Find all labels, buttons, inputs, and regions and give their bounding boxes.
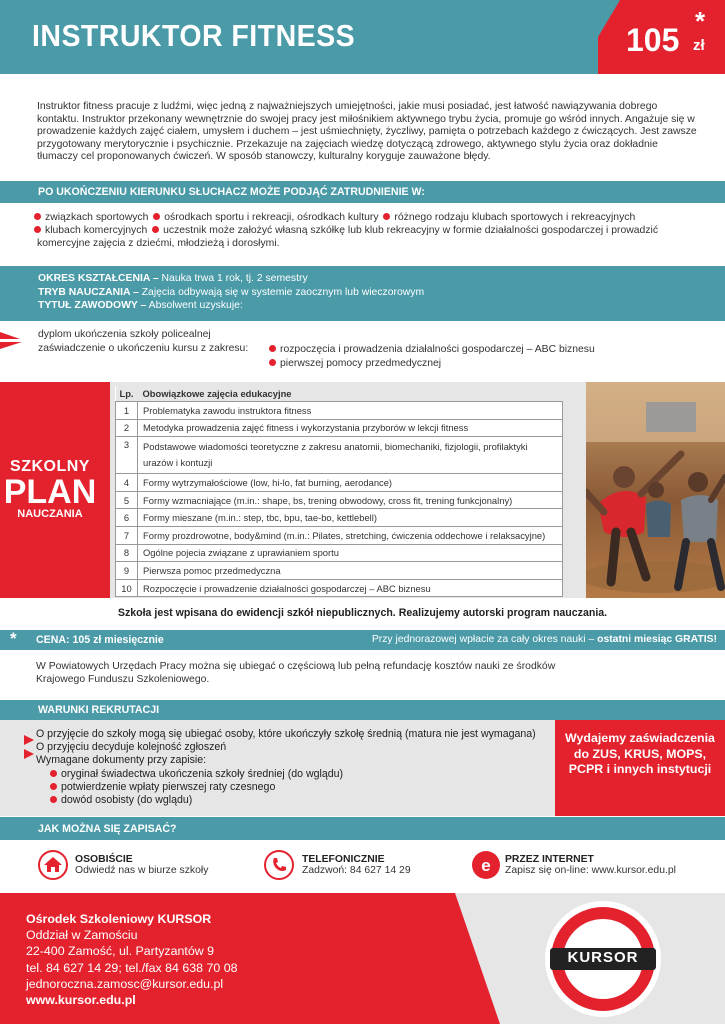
signup-in-person (75, 854, 208, 878)
signup-method-title: PRZEZ INTERNET (505, 854, 594, 865)
signup-method-text: Zadzwoń: 84 627 14 29 (302, 865, 411, 876)
signup-heading: JAK MOŻNA SIĘ ZAPISAĆ? (0, 817, 725, 840)
house-icon (38, 850, 68, 880)
footer-address: 22-400 Zamość, ul. Partyzantów 9 (26, 944, 215, 959)
price-currency: zł (693, 37, 705, 54)
phone-icon (264, 850, 294, 880)
plan-label (0, 458, 100, 520)
info-lines (38, 272, 424, 313)
row-number: 3 (116, 437, 138, 474)
row-number: 2 (116, 419, 138, 437)
fitness-photo (586, 382, 725, 598)
price-bar-asterisk: * (10, 629, 17, 648)
internet-e-icon (471, 850, 501, 880)
row-subject: Formy wzmacniające (m.in.: shape, bs, trening obwodowy, cross fit, trening funkcjonalny) (138, 491, 563, 509)
table-row (116, 474, 563, 492)
signup-method-title: OSOBIŚCIE (75, 854, 133, 865)
row-number: 9 (116, 562, 138, 580)
row-subject: Pierwsza pomoc przedmedyczna (138, 562, 563, 580)
docs-scopes (267, 343, 595, 370)
footer-contact (26, 911, 238, 1008)
row-subject: Problematyka zawodu instruktora fitness (138, 402, 563, 420)
plan-label-line: PLAN (3, 473, 97, 511)
info-label: TYTUŁ ZAWODOWY – (38, 300, 147, 311)
plan-label-line: SZKOLNY (10, 458, 90, 475)
table-row (116, 437, 563, 474)
scope-item: pierwszej pomocy przedmedycznej (280, 357, 442, 369)
signup-method-text: Odwiedź nas w biurze szkoły (75, 865, 209, 876)
row-subject: Rozpoczęcie i prowadzenie działalności gospodarczej – ABC biznesu (138, 579, 563, 597)
row-subject: Metodyka prowadzenia zajęć fitness i wykorzystania przyborów w lekcji fitness (138, 419, 563, 437)
intro-text: Instruktor fitness pracuje z ludźmi, więc jedną z najważniejszych umiejętności, jakie musi posiadać, jest łatwość nawiązywania dobrego kontaktu. Instruktor przekonany wewnętrznie do swojej pracy jest miłośnikiem aktywnego trybu życia, promuje go wśród innych. Angażuje się w prowadzenie każdych zajęć ciałem, umysłem i duchem – jest uśmiechnięty, życzliwy, pamięta o potrzebach każdego z ćwiczących. Jest zawsze przygotowany merytorycznie i psychicznie. Przekazuje na zajęciach wiedzę dotyczącą zdrowego, aktywnego stylu życia oraz dokładnie tłumaczy cel proponowanych ćwiczeń. W sposób stanowczy, kulturalny koryguje zauważone błędy. (37, 101, 697, 163)
recruit-item: Wymagane dokumenty przy zapisie: (36, 754, 207, 767)
document-item: potwierdzenie wpłaty pierwszej raty czesnego (61, 780, 276, 793)
info-value: Absolwent uzyskuje: (146, 300, 243, 311)
signup-method-title: TELEFONICZNIE (302, 854, 385, 865)
certificates-badge: Wydajemy zaświadczenia do ZUS, KRUS, MOPS, PCPR i innych instytucji (565, 731, 715, 777)
document-item: dowód osobisty (do wglądu) (61, 794, 193, 807)
signup-phone (302, 854, 411, 878)
plan-label-line: NAUCZANIA (17, 508, 83, 520)
info-value: Nauka trwa 1 rok, tj. 2 semestry (158, 273, 308, 284)
employment-list (32, 211, 702, 251)
row-number: 1 (116, 402, 138, 420)
row-subject: Ogólne pojecia związane z uprawianiem sportu (138, 544, 563, 562)
price-asterisk: * (695, 6, 706, 36)
recruit-arrows-icon (0, 725, 40, 785)
price-promo (372, 634, 717, 645)
table-row (116, 419, 563, 437)
price-monthly: CENA: 105 zł miesięcznie (36, 634, 164, 646)
plan-table (115, 386, 563, 597)
employment-item: komercyjne zajęcia z dziećmi, młodzieżą i dorosłymi. (37, 238, 280, 250)
employment-item: uczestnik może założyć własną szkółkę lub klub rekreacyjny w formie działalności gospodarczej i prowadzić (163, 225, 659, 237)
row-number: 5 (116, 491, 138, 509)
page-title: INSTRUKTOR FITNESS (32, 18, 356, 53)
chevrons-icon (0, 330, 26, 356)
row-subject: Podstawowe wiadomości teoretyczne z zakresu anatomii, biomechaniki, fizjologii, profilaktyki urazów i kontuzji (138, 437, 563, 474)
table-row (116, 491, 563, 509)
signup-method-text: Zapisz się on-line: www.kursor.edu.pl (505, 865, 676, 876)
recruit-item: O przyjęciu decyduje kolejność zgłoszeń (36, 741, 227, 754)
row-subject: Formy wytrzymałościowe (low, hi-lo, fat burning, aerodance) (138, 474, 563, 492)
info-value: Zajęcia odbywają się w systemie zaocznym lub wieczorowym (138, 286, 425, 298)
signup-online (505, 854, 676, 878)
col-name: Obowiązkowe zajęcia edukacyjne (142, 388, 292, 399)
recruit-list (36, 728, 536, 807)
document-item: oryginał świadectwa ukończenia szkoły średniej (do wglądu) (61, 767, 344, 780)
table-row (116, 526, 563, 544)
table-row (116, 544, 563, 562)
row-number: 7 (116, 526, 138, 544)
table-row (116, 562, 563, 580)
employment-item: związkach sportowych (45, 212, 149, 223)
scope-item: rozpoczęcia i prowadzenia działalności gospodarczej – ABC biznesu (280, 344, 595, 355)
row-number: 8 (116, 544, 138, 562)
col-lp: Lp. (119, 388, 134, 399)
row-subject: Formy mieszane (m.in.: step, tbc, bpu, tae-bo, kettlebell) (138, 509, 563, 527)
row-number: 4 (116, 474, 138, 492)
footer-phones: tel. 84 627 14 29; tel./fax 84 638 70 08 (26, 960, 238, 975)
table-row (116, 579, 563, 597)
row-subject: Formy prozdrowotne, body&mind (m.in.: Pilates, stretching, ćwiczenia oddechowe i relaksacyjne) (138, 526, 563, 544)
footer-website[interactable]: www.kursor.edu.pl (26, 993, 136, 1008)
svg-text:e: e (481, 856, 491, 875)
footer-branch: Oddział w Zamościu (26, 928, 138, 943)
employment-item: klubach komercyjnych (45, 225, 148, 237)
employment-item: różnego rodzaju klubach sportowych i rekreacyjnych (394, 212, 636, 223)
recruit-heading: WARUNKI REKRUTACJI (0, 700, 725, 720)
info-label: OKRES KSZTAŁCENIA – (38, 273, 159, 284)
promo-text: Przy jednorazowej wpłacie za cały okres nauki – (371, 634, 598, 645)
registry-note: Szkoła jest wpisana do ewidencji szkół niepublicznych. Realizujemy autorski program nauczania. (117, 607, 608, 619)
footer-org-name: Ośrodek Szkoleniowy KURSOR (26, 912, 212, 926)
recruit-item: O przyjęcie do szkoły mogą się ubiegać osoby, które ukończyły szkołę średnią (matura nie jest wymagana) (36, 728, 536, 740)
row-number: 6 (116, 509, 138, 527)
footer-email[interactable]: jednoroczna.zamosc@kursor.edu.pl (26, 976, 224, 991)
docs-diploma: dyplom ukończenia szkoły policealnej (38, 329, 211, 340)
employment-item: ośrodkach sportu i rekreacji, ośrodkach kultury (164, 212, 379, 223)
price-value: 105 (626, 22, 680, 58)
table-row (116, 402, 563, 420)
table-row (116, 509, 563, 527)
row-number: 10 (116, 579, 138, 597)
promo-highlight: ostatni miesiąc GRATIS! (597, 634, 717, 645)
docs-certificate: zaświadczenie o ukończeniu kursu z zakresu: (38, 343, 249, 354)
logo-text: KURSOR (567, 949, 639, 966)
info-label: TRYB NAUCZANIA – (38, 286, 139, 298)
refund-text: W Powiatowych Urzędach Pracy można się ubiegać o częściową lub pełną refundację kosztów nauki ze środków Krajowego Funduszu Szkoleniowego. (36, 661, 556, 685)
employment-heading: PO UKOŃCZENIU KIERUNKU SŁUCHACZ MOŻE PODJĄĆ ZATRUDNIENIE W: (0, 181, 725, 203)
